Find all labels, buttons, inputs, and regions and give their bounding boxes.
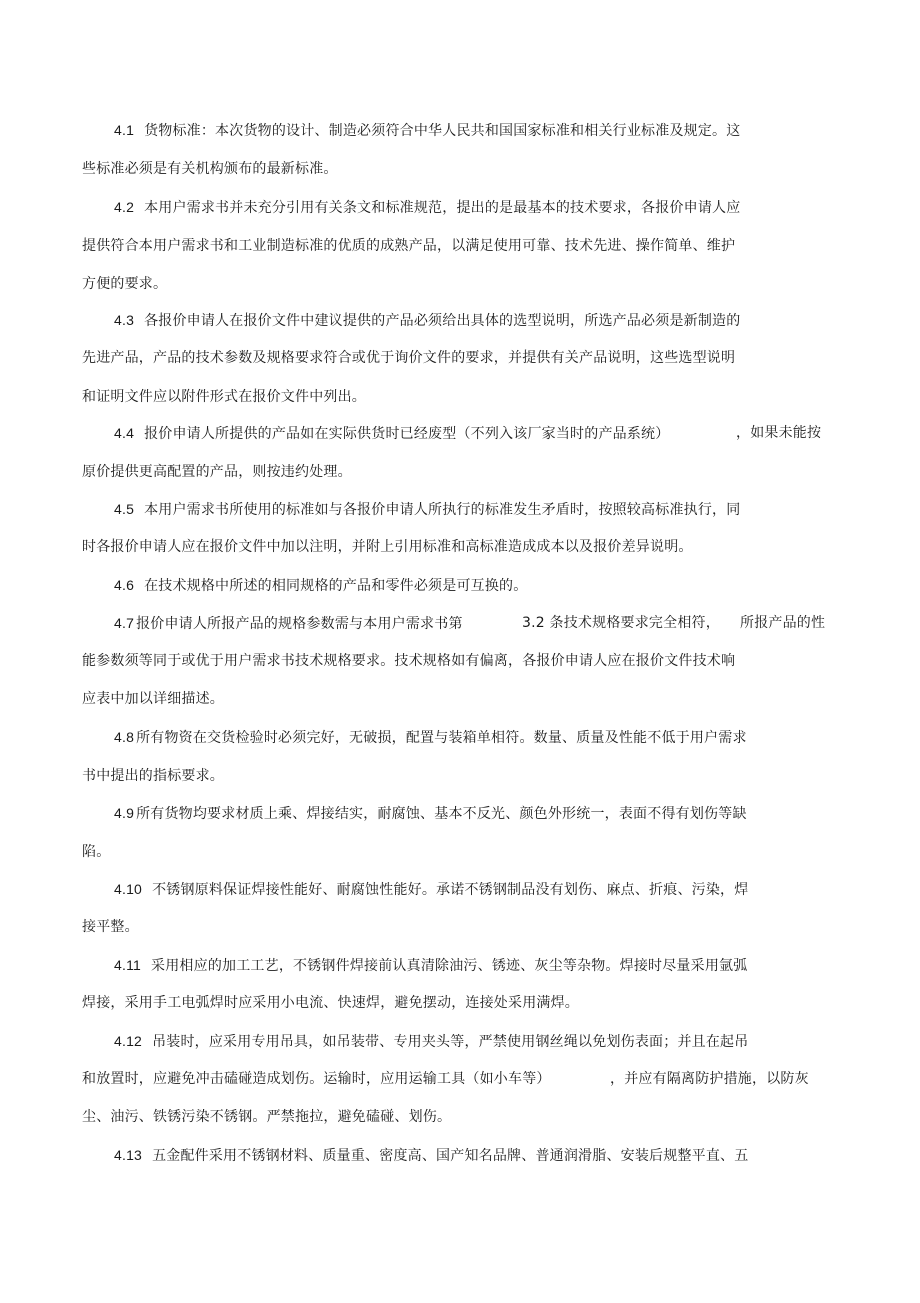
clause-4-7-line-1-mid: 3.2 条技术规格要求完全相符， [522, 615, 720, 631]
clause-4-2-line-1: 4.2 本用户需求书并未充分引用有关条文和标准规范，提出的是最基本的技术要求，各报价申请人应 [114, 199, 741, 216]
clause-number: 4.13 [114, 1147, 143, 1163]
clause-4-10-line-1: 4.10 不锈钢原料保证焊接性能好、耐腐蚀性能好。承诺不锈钢制品没有划伤、麻点、折痕、污染，焊 [114, 881, 749, 898]
clause-number: 4.1 [114, 122, 135, 138]
clause-4-1-line-1: 4.1 货物标准：本次货物的设计、制造必须符合中华人民共和国国家标准和相关行业标准及规定。这 [114, 122, 741, 139]
clause-4-11-line-1: 4.11 采用相应的加工工艺，不锈钢件焊接前认真清除油污、锈迹、灰尘等杂物。焊接时尽量采用氩弧 [114, 957, 748, 974]
clause-4-7-line-2: 能参数须等同于或优于用户需求书技术规格要求。技术规格如有偏离，各报价申请人应在报价文件技术响 [82, 653, 736, 669]
clause-number: 4.9 [114, 805, 135, 821]
clause-4-9-line-1: 4.9 所有货物均要求材质上乘、焊接结实，耐腐蚀、基本不反光、颜色外形统一，表面不得有划伤等缺 [114, 805, 747, 822]
clause-4-10-line-2: 接平整。 [82, 919, 139, 935]
clause-4-7-line-1: 4.7 报价申请人所报产品的规格参数需与本用户需求书第 [114, 615, 463, 632]
clause-4-12-line-3: 尘、油污、铁锈污染不锈钢。严禁拖拉，避免磕碰、划伤。 [82, 1109, 452, 1125]
clause-4-4-line-2: 原价提供更高配置的产品，则按违约处理。 [82, 464, 352, 480]
clause-4-8-line-2: 书中提出的指标要求。 [82, 768, 224, 784]
clause-4-7-line-3: 应表中加以详细描述。 [82, 691, 224, 707]
clause-4-8-line-1: 4.8 所有物资在交货检验时必须完好，无破损，配置与装箱单相符。数量、质量及性能不低于用户需求 [114, 729, 747, 746]
clause-4-5-line-1: 4.5 本用户需求书所使用的标准如与各报价申请人所执行的标准发生矛盾时，按照较高标准执行，同 [114, 501, 741, 518]
clause-number: 4.5 [114, 501, 135, 517]
clause-number: 4.10 [114, 881, 143, 897]
clause-4-7-line-1-tail: 所报产品的性 [740, 615, 826, 631]
clause-4-3-line-1: 4.3 各报价申请人在报价文件中建议提供的产品必须给出具体的选型说明，所选产品必须是新制造的 [114, 312, 741, 329]
clause-4-6-line-1: 4.6 在技术规格中所述的相同规格的产品和零件必须是可互换的。 [114, 577, 528, 594]
clause-number: 4.8 [114, 729, 135, 745]
clause-4-4-line-1: 4.4 报价申请人所提供的产品如在实际供货时已经废型（不列入该厂家当时的产品系统） [114, 425, 670, 442]
clause-number: 4.12 [114, 1033, 143, 1049]
clause-4-3-line-3: 和证明文件应以附件形式在报价文件中列出。 [82, 389, 366, 405]
clause-4-4-line-1-tail: ，如果未能按 [736, 425, 822, 441]
clause-4-11-line-2: 焊接，采用手工电弧焊时应采用小电流、快速焊，避免摆动，连接处采用满焊。 [82, 995, 579, 1011]
clause-number: 4.7 [114, 615, 135, 631]
clause-4-12-line-1: 4.12 吊装时，应采用专用吊具，如吊装带、专用夹头等，严禁使用钢丝绳以免划伤表面；并且在起吊 [114, 1033, 749, 1050]
clause-number: 4.11 [114, 957, 142, 973]
clause-4-13-line-1: 4.13 五金配件采用不锈钢材料、质量重、密度高、国产知名品牌、普通润滑脂、安装后规整平直、五 [114, 1147, 749, 1164]
clause-4-2-line-2: 提供符合本用户需求书和工业制造标准的优质的成熟产品，以满足使用可靠、技术先进、操作简单、维护 [82, 238, 736, 254]
clause-number: 4.6 [114, 577, 135, 593]
clause-4-1-line-2: 些标准必须是有关机构颁布的最新标准。 [82, 161, 338, 177]
clause-number: 4.3 [114, 312, 135, 328]
clause-4-5-line-2: 时各报价申请人应在报价文件中加以注明，并附上引用标准和高标准造成成本以及报价差异说明。 [82, 539, 693, 555]
clause-4-2-line-3: 方便的要求。 [82, 276, 168, 292]
clause-number: 4.2 [114, 199, 135, 215]
clause-4-12-line-2-tail: ，并应有隔离防护措施，以防灰 [610, 1071, 809, 1087]
clause-4-3-line-2: 先进产品，产品的技术参数及规格要求符合或优于询价文件的要求，并提供有关产品说明，这些选型说明 [82, 350, 736, 366]
clause-4-12-line-2: 和放置时，应避免冲击磕碰造成划伤。运输时，应用运输工具（如小车等） [82, 1071, 551, 1087]
clause-4-9-line-2: 陷。 [82, 844, 111, 860]
clause-number: 4.4 [114, 425, 135, 441]
